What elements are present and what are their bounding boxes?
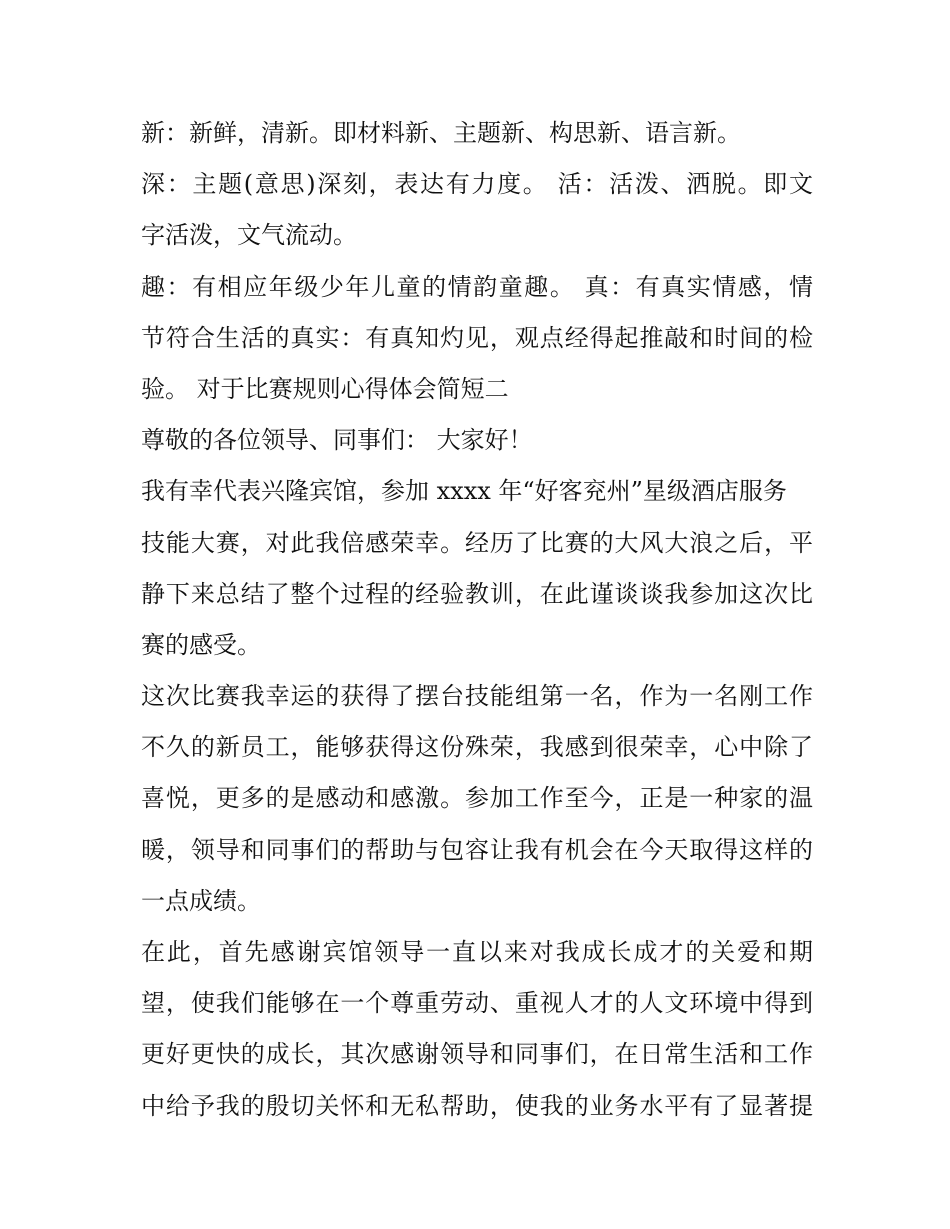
text-line: 这次比赛我幸运的获得了摆台技能组第一名，作为一名刚工作 <box>141 682 813 711</box>
text-line: 趣：有相应年级少年儿童的情韵童趣。 真：有真实情感，情 <box>141 272 813 301</box>
text-line: 字活泼，文气流动。 <box>141 221 357 250</box>
text-line: 我有幸代表兴隆宾馆，参加 xxxx 年“好客兖州”星级酒店服务 <box>141 477 787 506</box>
text-line: 深：主题(意思)深刻，表达有力度。 活：活泼、洒脱。即文 <box>141 170 813 199</box>
text-line: 新：新鲜，清新。即材料新、主题新、构思新、语言新。 <box>141 119 741 147</box>
document-body <box>141 108 813 1132</box>
text-line: 暖，领导和同事们的帮助与包容让我有机会在今天取得这样的 <box>141 835 813 864</box>
text-line: 验。 对于比赛规则心得体会简短二 <box>141 374 509 403</box>
text-line: 在此，首先感谢宾馆领导一直以来对我成长成才的关爱和期 <box>141 938 813 966</box>
text-line: 尊敬的各位领导、同事们： 大家好！ <box>141 426 533 455</box>
text-line: 喜悦，更多的是感动和感激。参加工作至今，正是一种家的温 <box>141 784 813 813</box>
text-line: 望，使我们能够在一个尊重劳动、重视人才的人文环境中得到 <box>141 989 813 1018</box>
text-line: 静下来总结了整个过程的经验教训，在此谨谈谈我参加这次比 <box>141 579 813 608</box>
text-line: 中给予我的殷切关怀和无私帮助，使我的业务水平有了显著提 <box>141 1091 813 1120</box>
text-line: 不久的新员工，能够获得这份殊荣，我感到很荣幸，心中除了 <box>141 733 813 762</box>
text-line: 一点成绩。 <box>141 886 261 915</box>
text-line: 技能大赛，对此我倍感荣幸。经历了比赛的大风大浪之后，平 <box>141 528 813 557</box>
text-line: 节符合生活的真实：有真知灼见，观点经得起推敲和时间的检 <box>141 323 813 352</box>
text-line: 赛的感受。 <box>141 630 261 659</box>
text-line: 更好更快的成长，其次感谢领导和同事们，在日常生活和工作 <box>141 1040 813 1069</box>
